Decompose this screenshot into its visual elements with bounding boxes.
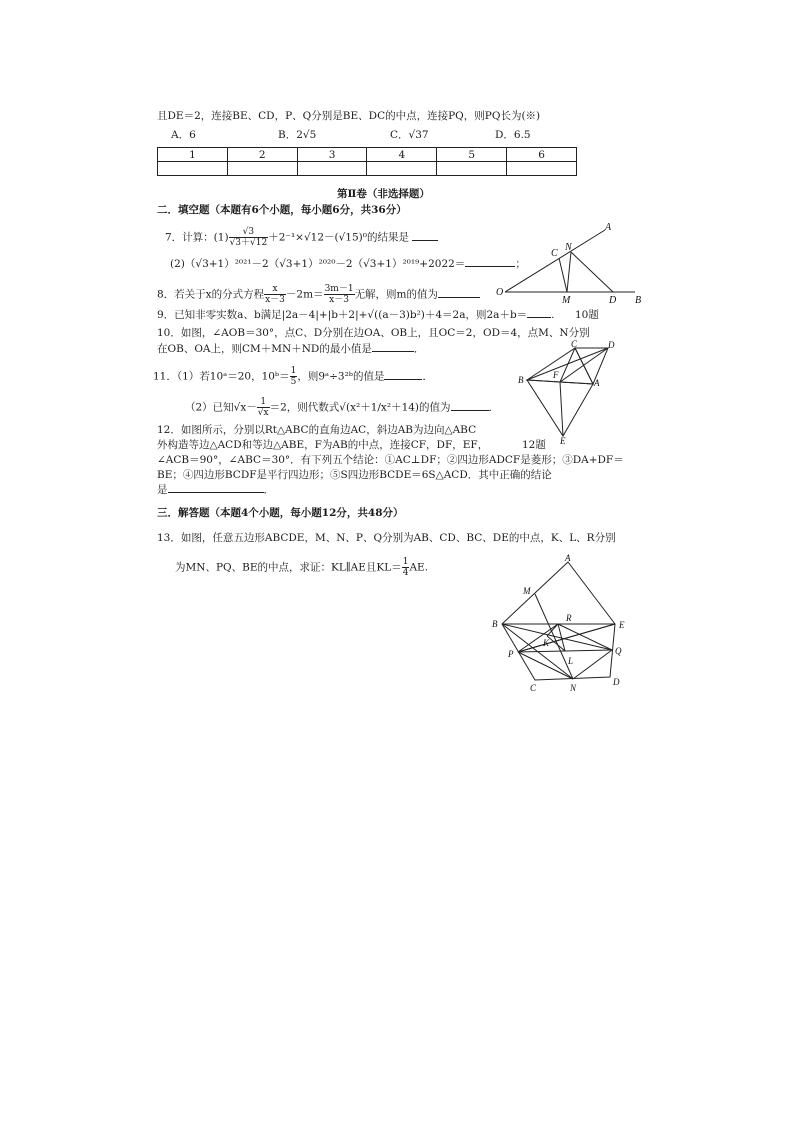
- q13-fnum: 1: [402, 557, 409, 567]
- fig12-label-e: E: [560, 436, 566, 446]
- fig10-label-d: D: [609, 295, 617, 306]
- segment-pr: [518, 624, 558, 652]
- answer-header-1: 1: [158, 148, 228, 162]
- fig13-label-b: B: [492, 619, 498, 629]
- q7-label: 7．计算：(1): [165, 231, 229, 244]
- fig12-label-f: F: [553, 370, 559, 380]
- figure-q10: [495, 220, 650, 308]
- figure-q12: [515, 340, 615, 446]
- answer-header-2: 2: [227, 148, 297, 162]
- answer-cell-5[interactable]: [437, 162, 507, 176]
- fig13-label-m: M: [523, 586, 531, 596]
- fig13-label-n: N: [570, 683, 577, 693]
- q10-line1: 10．如图，∠AOB＝30°，点C、D分别在边OA、OB上，且OC＝2，OD＝4，点M、N分别: [157, 327, 590, 339]
- q7-fraction-num: √3: [229, 227, 269, 238]
- q8-answer-blank[interactable]: [438, 297, 480, 298]
- fig13-label-k: K: [543, 638, 550, 648]
- fig12-label-b: B: [518, 375, 524, 385]
- q12-line3: ∠ACB＝90°，∠ABC＝30°．有下列五个结论：①AC⊥DF；②四边形ADCF是菱形；③DA+DF＝: [157, 454, 624, 466]
- q9-text: 9．已知非零实数a、b满足|2a－4|+|b＋2|+√((a－3)b²)＋4＝2a，则2a＋b＝: [157, 309, 528, 321]
- q10-figure-tag: 10题: [575, 309, 599, 321]
- answer-cell-3[interactable]: [297, 162, 367, 176]
- q9-line: 9．已知非零实数a、b满足|2a－4|+|b＋2|+√((a－3)b²)＋4＝2a，则2a＋b＝ .: [157, 309, 555, 321]
- q13-fden: 4: [402, 568, 409, 578]
- q11-p2-suffix: 的值为: [419, 401, 451, 414]
- q7-fraction-den: √3＋√12: [229, 238, 268, 248]
- q7-fraction: [229, 227, 269, 248]
- q11-p1-prefix: 11．（1）若10ᵃ＝20，10ᵇ＝: [153, 370, 290, 383]
- fig12-label-d: D: [608, 340, 615, 350]
- fig13-label-l: L: [568, 656, 574, 666]
- fig10-label-b: B: [635, 295, 642, 306]
- fig13-label-p: P: [508, 649, 514, 659]
- q10-answer-blank[interactable]: [372, 351, 414, 352]
- q7-rest: ＋2⁻¹×√12－(√15)⁰的结果是: [268, 231, 409, 244]
- q7-part2: (2)（√3+1）²⁰²¹－2（√3+1）²⁰²⁰－2（√3+1）²⁰¹⁹+2022＝ ；: [170, 258, 526, 270]
- q6-option-c: C．√37: [390, 129, 429, 141]
- fig10-label-a: A: [605, 222, 612, 233]
- segment-qr: [558, 624, 612, 650]
- q11-p2-prefix: （2）已知√x－: [185, 401, 257, 414]
- figure-q13: [490, 552, 635, 702]
- q8-fraction1: [264, 284, 286, 305]
- part2-title: 第Ⅱ卷（非选择题）: [337, 188, 430, 200]
- q7-answer-blank[interactable]: [412, 240, 438, 241]
- q8-mid: －2m＝: [285, 288, 324, 301]
- fig10-label-c: C: [551, 248, 558, 259]
- fig12-label-c: C: [571, 340, 578, 349]
- q12-line5: 是 ．: [157, 484, 274, 496]
- ray-oa: [505, 230, 605, 292]
- q8-fraction2: [324, 284, 355, 305]
- q9-answer-blank[interactable]: [527, 317, 551, 318]
- q7-part1: [165, 227, 438, 248]
- q12-line1: 12．如图所示，分别以Rt△ABC的直角边AC，斜边AB为边向△ABC: [157, 424, 477, 436]
- q8-prefix: 8．若关于x的分式方程: [157, 288, 265, 301]
- q12-figure-tag: 12题: [522, 439, 546, 451]
- fig13-label-e: E: [619, 620, 625, 630]
- fig13-label-q: Q: [615, 646, 622, 656]
- answer-header-5: 5: [437, 148, 507, 162]
- q13-line2-suffix: AE.: [409, 561, 429, 574]
- fig13-label-r: R: [566, 613, 572, 623]
- q11-p1-blank[interactable]: [384, 379, 422, 380]
- q12-line4: BE；④四边形BCDF是平行四边形；⑤S四边形BCDE＝6S△ACD．其中正确的结论: [157, 469, 552, 481]
- segment-cm: [559, 258, 567, 292]
- segment-ef: [560, 382, 563, 436]
- fig10-label-o: O: [496, 287, 504, 298]
- q11-p2-fden: √x: [257, 408, 269, 418]
- q11-p1-fnum: 1: [290, 366, 297, 376]
- answer-header-4: 4: [367, 148, 437, 162]
- segment-nd: [571, 252, 613, 292]
- q8-line: [157, 284, 480, 305]
- q8-f2-den: x－3: [329, 295, 349, 305]
- q11-p1-suffix: ，则9ᵃ÷3²ᵇ的值是: [297, 370, 385, 383]
- q10-line2: 在OB、OA上，则CM＋MN＋ND的最小值是 ．: [157, 343, 425, 355]
- q11-p2-expr: √(x²＋1/x²＋14): [339, 401, 420, 414]
- answer-cell-6[interactable]: [507, 162, 577, 176]
- q13-line2-prefix: 为MN、PQ、BE的中点，求证：KL∥AE且KL＝: [175, 561, 402, 574]
- fig13-label-d: D: [613, 677, 620, 687]
- answer-cell-2[interactable]: [227, 162, 297, 176]
- q12-answer-blank[interactable]: [168, 492, 264, 493]
- segment-qn: [573, 650, 612, 679]
- answer-header-6: 6: [507, 148, 577, 162]
- q6-option-a: A．6: [171, 129, 196, 141]
- q8-f1-num: x: [264, 284, 286, 295]
- fig13-label-c: C: [530, 683, 537, 693]
- answer-cell-4[interactable]: [367, 162, 437, 176]
- q11-p2-fnum: 1: [257, 397, 270, 408]
- q10-line2-text: 在OB、OA上，则CM＋MN＋ND的最小值是: [157, 343, 372, 355]
- q11-p2-blank[interactable]: [451, 410, 489, 411]
- pentagon-abcde: [502, 562, 615, 680]
- triangle-acd: [575, 348, 608, 384]
- q13-line2: [175, 557, 428, 578]
- q8-f2-num: 3m－1: [324, 284, 354, 294]
- q6-option-b: B．2√5: [278, 129, 317, 141]
- q7-part2-text: (2)（√3+1）²⁰²¹－2（√3+1）²⁰²⁰－2（√3+1）²⁰¹⁹+2022＝: [170, 258, 466, 270]
- q8-suffix: 无解，则m的值为: [354, 288, 439, 301]
- segment-mn: [567, 252, 571, 292]
- section2-heading: 二．填空题（本题有6个小题，每小题6分，共36分）: [157, 204, 407, 216]
- q6-stem: 且DE＝2，连接BE、CD，P、Q分别是BE、DC的中点，连接PQ，则PQ长为(※): [157, 110, 541, 122]
- fig10-label-n: N: [565, 242, 572, 253]
- q6-option-d: D．6.5: [495, 129, 531, 141]
- q11-p2-mid: ＝2，则代数式: [269, 401, 340, 414]
- fig10-label-m: M: [562, 295, 571, 306]
- q13-line1: 13．如图，任意五边形ABCDE，M、N、P、Q分别为AB、CD、BC、DE的中点，K、L、R分别: [157, 532, 616, 544]
- section3-heading: 三．解答题（本题4个小题，每小题12分，共48分）: [157, 507, 404, 519]
- answer-header-3: 3: [297, 148, 367, 162]
- q12-line2: 外构造等边△ACD和等边△ABE，F为AB的中点，连接CF，DF，EF，: [157, 439, 489, 451]
- fig13-label-a: A: [565, 553, 571, 563]
- q11-part1: 11．（1）若10ᵃ＝20，10ᵇ＝ $\frac{1}{5}$ ，则9ᵃ÷3²ᵇ的值是 ．: [153, 366, 433, 387]
- q11-p1-fden: 5: [290, 377, 297, 387]
- q11-part2: （2）已知√x－ $\frac{1}{√x}$ ＝2，则代数式√(x²＋1/x²＋14)的值为 ．: [185, 397, 500, 418]
- q8-f1-den: x－3: [265, 295, 285, 305]
- fig12-label-a: A: [594, 378, 600, 388]
- q12-line5-text: 是: [157, 484, 168, 496]
- answer-table: [157, 147, 577, 176]
- q11-p2-fraction: [257, 397, 270, 418]
- answer-cell-1[interactable]: [158, 162, 228, 176]
